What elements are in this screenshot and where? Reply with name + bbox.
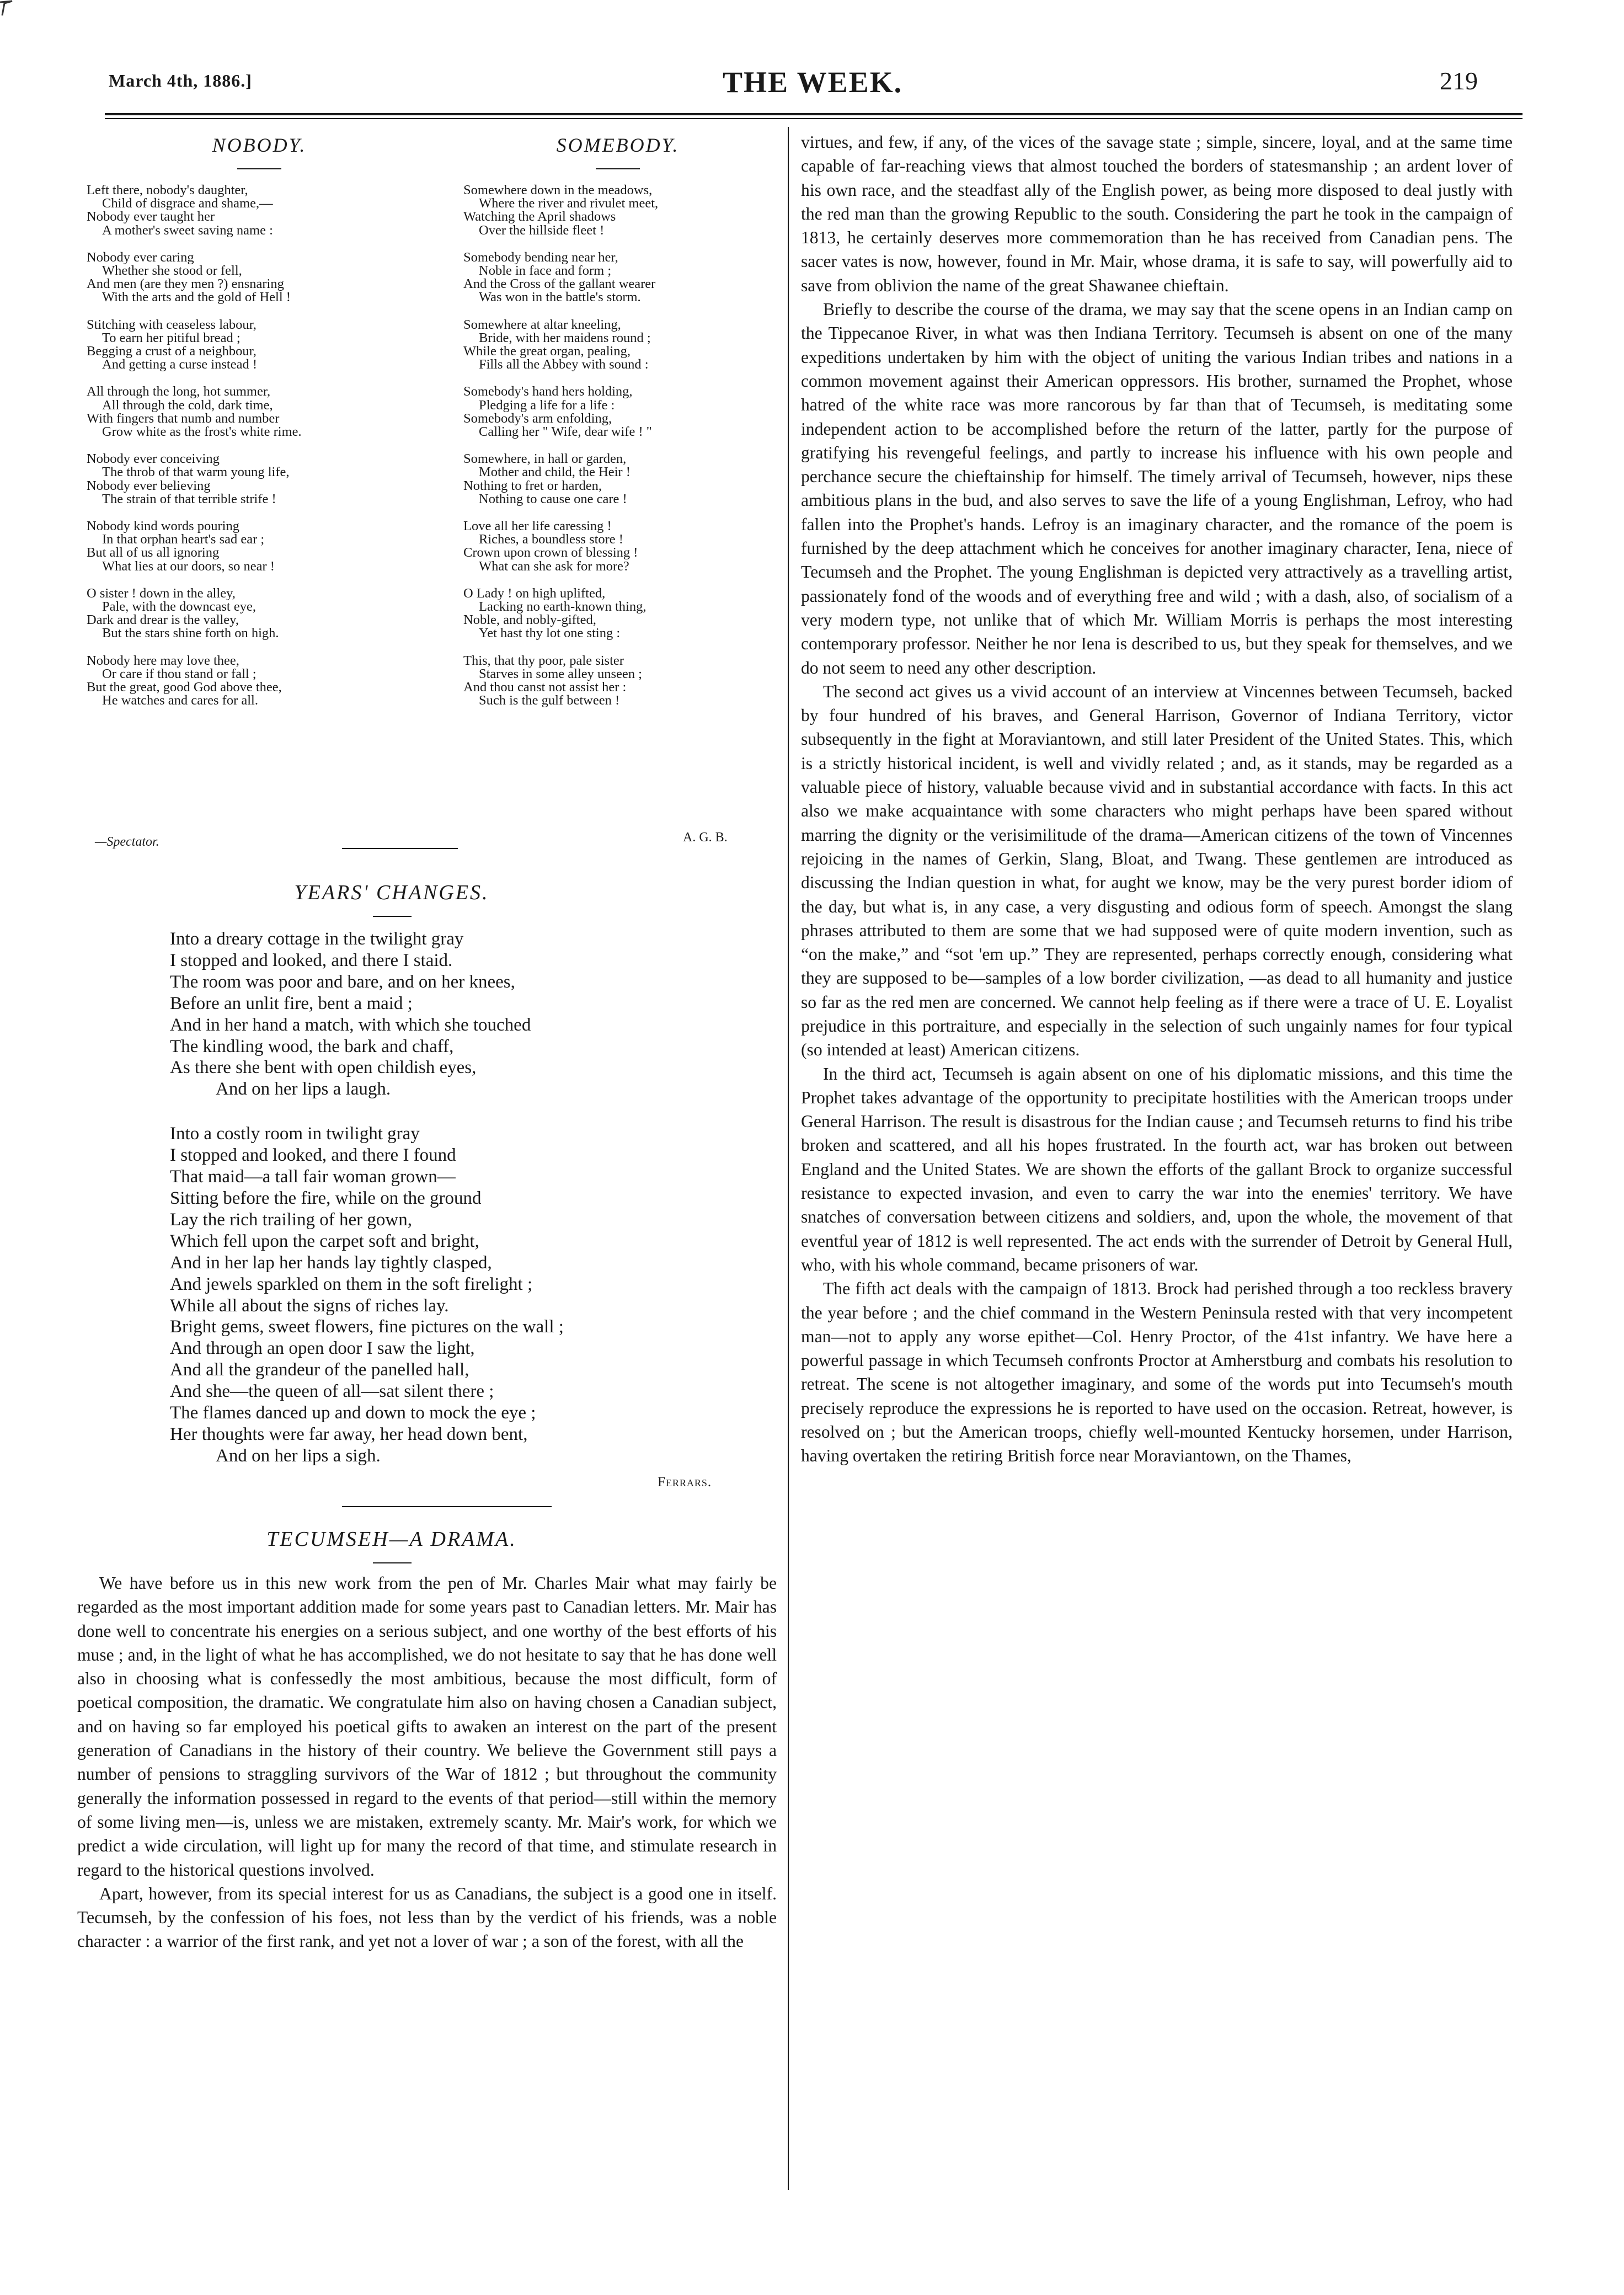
poem-line: He watches and cares for all. [102,693,258,708]
header-rule-thin [105,118,1522,119]
poem-line: Left there, nobody's daughter, [87,183,248,198]
poem-stanza [463,251,658,305]
poem-line: I stopped and looked, and there I found [170,1145,456,1166]
poem-line: Whether she stood or fell, [102,263,242,279]
poem-line: And thou canst not assist her : [463,680,627,695]
poem-line: And through an open door I saw the light, [170,1338,475,1359]
poem-line: Riches, a boundless store ! [479,532,623,547]
poem-line: Child of disgrace and shame,— [102,196,273,211]
poem-line: Dark and drear is the valley, [87,612,239,628]
poem-line: As there she bent with open childish eyes, [170,1058,477,1078]
poem-years-changes [170,928,564,1490]
poem-line: A mother's sweet saving name : [102,222,273,238]
poem-line: O Lady ! on high uplifted, [463,585,606,601]
poem-line: Pledging a life for a life : [479,397,615,413]
poem-line: Starves in some alley unseen ; [479,666,642,681]
poem-line: The room was poor and bare, and on her knees, [170,972,515,992]
poem-line: Nobody ever caring [87,249,194,265]
poem-title-nobody: NOBODY. [212,134,307,156]
poem-stanza [463,452,658,506]
poem-line: Begging a crust of a neighbour, [87,344,257,359]
poem-stanza [463,318,658,372]
poem-line: What lies at our doors, so near ! [102,558,275,574]
article-column-right [801,130,1513,1468]
poem-line: Stitching with ceaseless labour, [87,317,257,332]
poem-line: Lacking no earth-known thing, [479,599,647,615]
poem-line: Nothing to fret or harden, [463,478,602,493]
poem-line: I stopped and looked, and there I staid. [170,950,453,970]
poem-line: Nobody ever believing [87,478,211,493]
poem-line: Somebody's hand hers holding, [463,384,633,399]
poem-line: Mother and child, the Heir ! [479,465,631,480]
poem-title-years-changes: YEARS' CHANGES. [294,881,489,904]
poem-stanza [463,184,658,237]
poem-line: But the stars shine forth on high. [102,626,279,641]
poem-line: Fills all the Abbey with sound : [479,357,649,372]
poem-line: Somewhere at altar kneeling, [463,317,621,332]
section-separator [342,848,458,849]
poem-stanza [170,928,564,1100]
poem-line: And on her lips a sigh. [216,1445,381,1466]
poem-line: Which fell upon the carpet soft and bright, [170,1231,479,1251]
poem-nobody [87,184,302,722]
poem-line: The throb of that warm young life, [102,465,290,480]
poem-line: Nobody ever conceiving [87,451,220,467]
poem-line: And men (are they men ?) ensnaring [87,276,284,292]
article-paragraph: virtues, and few, if any, of the vices of the savage state ; simple, sincere, loyal, and at the same time capable of far-reaching views that almost touched the borders of statesmanship ; an ardent lover of his own race, and the steadfast ally of the English power, as being more disposed to deal justly with the red man than the growing Republic to the south. Considering the part he took in the campaign of 1813, he certainly deserves more commemoration than he has received from Canadian pens. The sacer vates is now, however, found in Mr. Mair, whose drama, it is safe to say, will powerfully aid to save from oblivion the name of the great Shawanee chieftain. [801,132,1513,295]
poem-stanza [87,520,302,573]
poem-line: Noble, and nobly-gifted, [463,612,596,628]
poem-line: With the arts and the gold of Hell ! [102,290,291,305]
poem-line: Lay the rich trailing of her gown, [170,1209,412,1230]
poem-line: Where the river and rivulet meet, [479,196,659,211]
title-underline [373,916,412,917]
poem-stanza [87,452,302,506]
article-paragraph: Apart, however, from its special interest for us as Canadians, the subject is a good one in itself. Tecumseh, by the confession of his foes, not less than by the verdict of his friends, was a noble character : a warrior of the first rank, and yet not a lover of war ; a son of the forest, with all the [77,1883,777,1951]
poem-line: And all the grandeur of the panelled hall, [170,1360,469,1380]
poem-line: Before an unlit fire, bent a maid ; [170,993,413,1013]
poem-line: But all of us all ignoring [87,545,220,561]
poem-title-somebody: SOMEBODY. [556,134,680,156]
article-paragraph: Briefly to describe the course of the drama, we may say that the scene opens in an Indian camp on the Tippecanoe River, in what was then Indiana Territory. Tecumseh is absent on one of the many expeditions undertaken by him with the object of uniting the various Indian tribes and nations in a common movement against their American oppressors. His brother, surnamed the Prophet, whose hatred of the white race was more rancorous by far than that of Tecumseh, is meditating some independent action to be accomplished before the return of the latter, partly for the purpose of gratifying his revengeful feelings, and partly to increase his influence with his own people and perchance secure the chieftainship for himself. The timely arrival of Tecumseh, however, nips these ambitious plans in the bud, and also serves to save the life of a young Englishman, Lefroy, who had fallen into the Prophet's hands. Lefroy is an imaginary character, and the romance of the poem is furnished by the deep attachment which he conceives for another imaginary character, Iena, niece of Tecumseh and the Prophet. The young Englishman is depicted very attractively as a travelling artist, passionately fond of the woods and of everything free and wild ; with a dash, also, of socialism of a very modern type, not unlike that of which Mr. William Morris is perhaps the most interesting contemporary professor. Neither he nor Iena is described to us, but they speak for themselves, and we do not seem to need any other description. [801,300,1513,677]
poem-line: Her thoughts were far away, her head down bent, [170,1424,528,1444]
poem-line: But the great, good God above thee, [87,680,282,695]
attribution-ferrars: Ferrars. [658,1475,712,1490]
poem-line: Sitting before the fire, while on the ground [170,1188,482,1208]
poem-line: To earn her pitiful bread ; [102,330,241,345]
poem-line: And in her hand a match, with which she touched [170,1015,531,1035]
poem-line: Somewhere, in hall or garden, [463,451,627,467]
poem-line: Nobody ever taught her [87,209,215,225]
poem-line: Somebody bending near her, [463,249,618,265]
page-number: 219 [1440,67,1478,95]
poem-line: Into a costly room in twilight gray [170,1124,420,1144]
poem-stanza [463,385,658,439]
poem-line: Was won in the battle's storm. [479,290,641,305]
poem-line: Love all her life caressing ! [463,519,612,534]
poem-line: While the great organ, pealing, [463,344,631,359]
poem-line: Or care if thou stand or fall ; [102,666,257,681]
attribution-agb: A. G. B. [683,830,728,845]
poem-line: This, that thy poor, pale sister [463,653,624,668]
poem-stanza [87,184,302,237]
article-paragraph: In the third act, Tecumseh is again absent on one of his diplomatic missions, and this time the Prophet takes advantage of the opportunity to precipitate hostilities with the American troops under General Harrison. The result is disastrous for the Indian cause ; and Tecumseh returns to find his tribe broken and scattered, and all his hopes frustrated. In the fourth act, war has broken out between England and the United States. We are shown the efforts of the gallant Brock to organize successful resistance to expected invasion, and even to carry the war into the enemies' territory. We have snatches of conversation between citizens and soldiers, and, upon the whole, the movement of that eventful year of 1812 is well represented. The act ends with the surrender of Detroit by General Hull, who, with his whole command, became prisoners of war. [801,1064,1513,1274]
poem-line: And jewels sparkled on them in the soft firelight ; [170,1274,533,1294]
article-paragraph: The second act gives us a vivid account of an interview at Vincennes between Tecumseh, backed by four hundred of his braves, and General Harrison, Governor of Indiana Territory, victor subsequently in the fight at Moraviantown, and still later President of the United States. This, which is a strictly historical incident, is well and vividly related ; and, as it stands, may be regarded as a valuable piece of history, valuable because vivid and in substantial accordance with facts. In this act also we make acquaintance with some characters who might perhaps have been spared without marring the dignity or the verisimilitude of the drama—American citizens of the town of Vincennes rejoicing in the names of Gerkin, Slang, Bloat, and Twang. These gentlemen are introduced as discussing the Indian question in what, for aught we know, may be the very purest border idiom of the day, but what is, in any case, a very disgusting and odious form of speech. Amongst the slang phrases attributed to them are some that we had supposed were of quite modern invention, such as “on the make,” and “sot 'em up.” They are represented, perhaps correctly enough, considering what they are supposed to be—samples of a low border civilization, —as dead to all humanity and justice so far as the red men are concerned. We cannot help feeling as if there were a trace of U. E. Loyalist prejudice in this portraiture, and especially in the selection of such ungainly names for four typical (so intended at least) American citizens. [801,681,1513,1060]
poem-stanza [87,385,302,439]
poem-line: Somewhere down in the meadows, [463,183,653,198]
poem-line: O sister ! down in the alley, [87,585,236,601]
poem-line: The flames danced up and down to mock the eye ; [170,1403,536,1423]
poem-line: Calling her " Wife, dear wife ! " [479,424,652,440]
poem-line: Pale, with the downcast eye, [102,599,256,615]
column-divider [788,127,789,2190]
poem-line: Nothing to cause one care ! [479,491,627,506]
poem-line: The strain of that terrible strife ! [102,491,276,506]
poem-line: All through the cold, dark time, [102,397,273,413]
issue-date: March 4th, 1886.] [109,71,252,90]
title-underline [373,1562,412,1563]
poem-line: Nobody kind words pouring [87,519,239,534]
poem-line: Into a dreary cottage in the twilight gray [170,929,464,949]
poem-stanza [87,587,302,641]
title-underline [596,168,640,169]
title-underline [237,168,281,169]
poem-line: Somebody's arm enfolding, [463,410,612,426]
poem-line: In that orphan heart's sad ear ; [102,532,265,547]
article-paragraph: We have before us in this new work from the pen of Mr. Charles Mair what may fairly be regarded as the most important addition made for some years past to Canadian letters. Mr. Mair has done well to concentrate his energies on a serious subject, and one worthy of the best efforts of his muse ; and, in the light of what he has accomplished, we do not hesitate to say that he has done well also in choosing what is confessedly the most ambitious, because the most difficult, form of poetical composition, the dramatic. We congratulate him also on having chosen a Canadian subject, and on having so far employed his poetical gifts to awaken an interest on the part of the present generation of Canadians in the history of their country. We believe the Government still pays a number of pensions to straggling survivors of the War of 1812 ; but throughout the community generally the information possessed in regard to the events of that period—still within the memory of some living men—is, unless we are mistaken, extremely scanty. Mr. Mair's work, for which we predict a wide circulation, will light up for many the record of that time, and stimulate research in regard to the historical questions involved. [77,1573,777,1880]
poem-stanza [463,520,658,573]
poem-stanza [87,654,302,708]
poem-line: Such is the gulf between ! [479,693,620,708]
poem-line: And getting a curse instead ! [102,357,257,372]
poem-line: And the Cross of the gallant wearer [463,276,656,292]
poem-line: Bride, with her maidens round ; [479,330,651,345]
poem-line: Over the hillside fleet ! [479,222,605,238]
attribution-spectator: —Spectator. [95,835,159,849]
poem-stanza [87,318,302,372]
poem-line: Nobody here may love thee, [87,653,239,668]
article-paragraph: The fifth act deals with the campaign of 1813. Brock had perished through a too reckless bravery the year before ; and the chief command in the Western Peninsula rested with that very incompetent man—not to apply any worse epithet—Col. Henry Proctor, of the 41st infantry. We have here a powerful passage in which Tecumseh confronts Proctor at Amherstburg and combats his resolution to retreat. The scene is not altogether imaginary, and some of the words put into Tecumseh's mouth precisely reproduce the expressions he is reported to have used on the occasion. Retreat, however, is resolved on ; but the American troops, chiefly well-mounted Kentucky horsemen, under Harrison, having overtaken the retiring British force near Moraviantown, on the Thames, [801,1279,1513,1466]
poem-line: And in her lap her hands lay tightly clasped, [170,1252,492,1273]
section-separator [342,1506,552,1507]
poem-line: What can she ask for more? [479,558,629,574]
poem-line: With fingers that numb and number [87,410,280,426]
poem-line: That maid—a tall fair woman grown— [170,1167,456,1187]
poem-line: Watching the April shadows [463,209,616,225]
poem-stanza [463,654,658,708]
poem-somebody [463,184,658,722]
poem-line: And on her lips a laugh. [216,1079,391,1100]
page-corner-mark [0,0,17,17]
poem-line: Noble in face and form ; [479,263,612,279]
article-title-tecumseh: TECUMSEH—A DRAMA. [266,1528,517,1551]
masthead-title: THE WEEK. [723,66,903,99]
poem-line: The kindling wood, the bark and chaff, [170,1036,454,1056]
poem-line: And she—the queen of all—sat silent there ; [170,1381,494,1402]
header-rule-thick [105,113,1522,115]
poem-stanza [87,251,302,305]
article-column-left [77,1571,777,1954]
poem-stanza [463,587,658,641]
poem-line: Yet hast thy lot one sting : [479,626,621,641]
poem-stanza [170,1123,564,1467]
poem-line: Crown upon crown of blessing ! [463,545,638,561]
poem-line: All through the long, hot summer, [87,384,271,399]
poem-line: Grow white as the frost's white rime. [102,424,302,440]
poem-line: While all about the signs of riches lay. [170,1295,449,1316]
poem-line: Bright gems, sweet flowers, fine pictures on the wall ; [170,1317,564,1337]
